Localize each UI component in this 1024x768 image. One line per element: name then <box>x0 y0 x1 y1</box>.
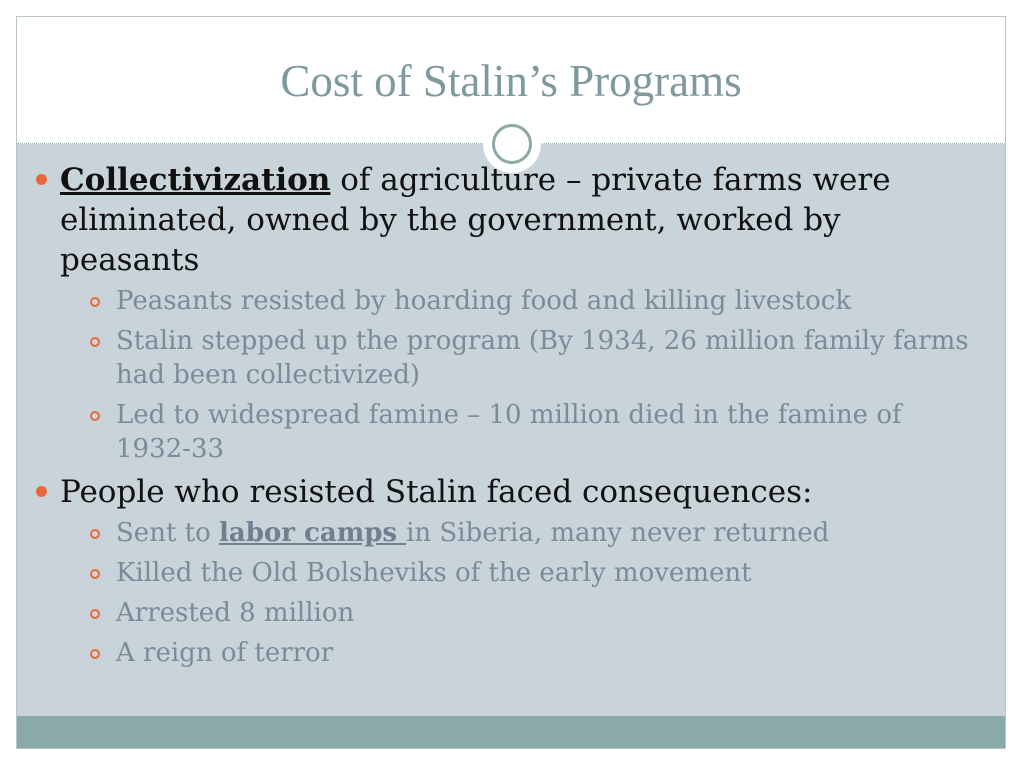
bullet-dot-icon <box>36 486 47 497</box>
ring-bullet-icon <box>90 411 100 421</box>
ring-bullet-icon <box>90 569 100 579</box>
ring-bullet-icon <box>90 609 100 619</box>
sub-item <box>60 596 974 630</box>
sub-item-text: A reign of terror <box>116 638 334 668</box>
sub-item <box>60 516 974 550</box>
bullet-text: of agriculture – private farms were eliminated, owned by the government, worked by peasants <box>60 162 891 278</box>
ring-bullet-icon <box>90 297 100 307</box>
ring-bullet-icon <box>90 529 100 539</box>
ring-bullet-icon <box>90 337 100 347</box>
bullet-text: People who resisted Stalin faced consequences: <box>60 474 813 510</box>
bullet-dot-icon <box>36 174 47 185</box>
sub-item <box>60 556 974 590</box>
bottom-band <box>17 716 1005 749</box>
sub-item-text: Arrested 8 million <box>116 598 355 628</box>
bullet-resistance <box>34 472 974 670</box>
sub-item <box>60 398 974 466</box>
slide-title: Cost of Stalin’s Programs <box>280 56 742 106</box>
sub-list <box>60 284 974 466</box>
sub-item-text: Killed the Old Bolsheviks of the early movement <box>116 558 752 588</box>
sub-item-text-before: Sent to <box>116 518 220 548</box>
sub-item-text: Peasants resisted by hoarding food and killing livestock <box>116 286 852 316</box>
bullet-list <box>34 160 974 676</box>
collectivization-term: Collectivization <box>60 162 331 198</box>
sub-item <box>60 636 974 670</box>
bullet-collectivization <box>34 160 974 466</box>
labor-camps-link[interactable]: labor camps <box>219 518 407 548</box>
circle-ring <box>492 124 532 164</box>
sub-item <box>60 324 974 392</box>
sub-list <box>60 516 974 670</box>
sub-item-text: Led to widespread famine – 10 million died in the famine of 1932-33 <box>116 400 902 464</box>
sub-item <box>60 284 974 318</box>
sub-item-text: Stalin stepped up the program (By 1934, 26 million family farms had been collectivized) <box>116 326 969 390</box>
ring-bullet-icon <box>90 649 100 659</box>
sub-item-text-after: in Siberia, many never returned <box>406 518 830 548</box>
